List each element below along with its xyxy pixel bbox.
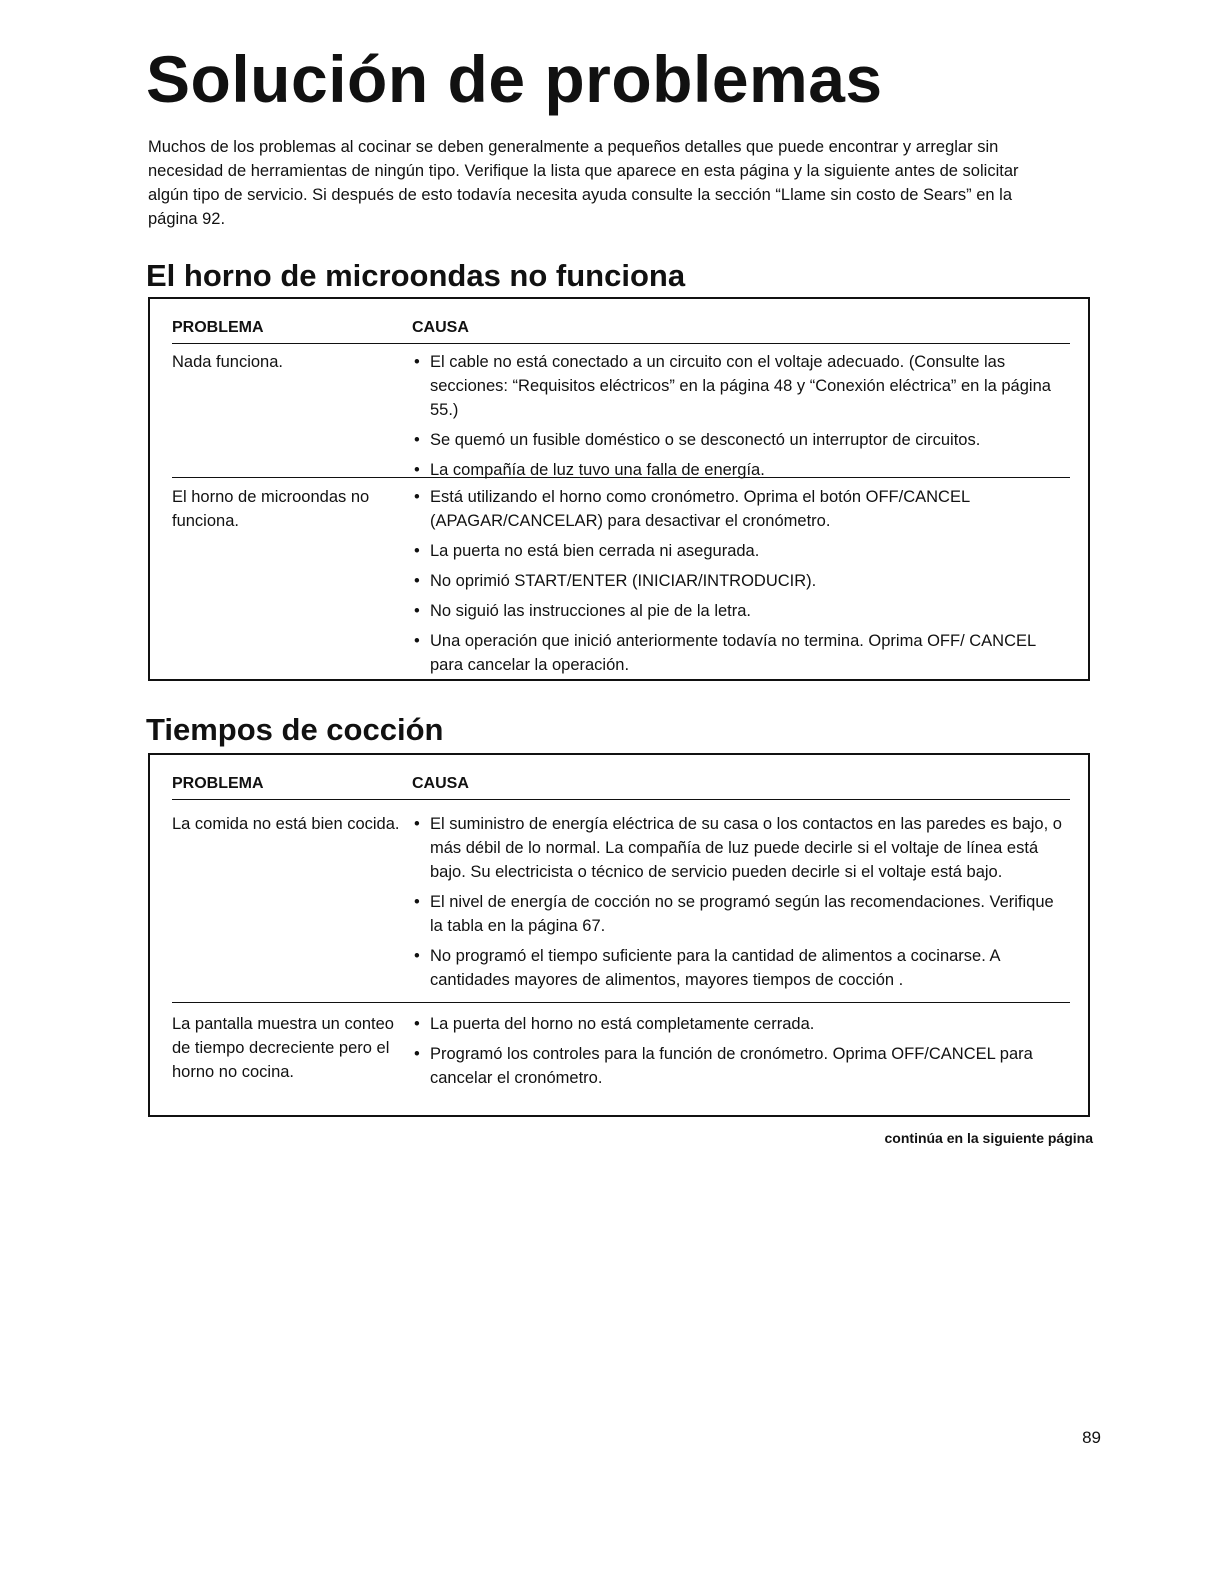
cause-item: • No siguió las instrucciones al pie de la letra. [412, 599, 1070, 623]
cause-item: • Se quemó un fusible doméstico o se desconectó un interruptor de circuitos. [412, 428, 1070, 452]
problem-column-header: PROBLEMA [172, 775, 264, 792]
troubleshooting-table-cooking-times [148, 753, 1090, 1117]
problem-text: Nada funciona. [172, 353, 283, 371]
table-row [172, 1012, 1070, 1112]
section-title-microwave-not-working: El horno de microondas no funciona [146, 258, 686, 293]
table-row [172, 812, 1070, 1003]
cause-list [412, 350, 1070, 488]
page-title: Solución de problemas [146, 42, 883, 116]
cause-item: • Está utilizando el horno como cronómetro. Oprima el botón OFF/CANCEL (APAGAR/CANCELAR) para desactivar el cronómetro. [412, 485, 1070, 533]
table-row [172, 350, 1070, 478]
cause-list [412, 1012, 1070, 1096]
intro-paragraph: Muchos de los problemas al cocinar se deben generalmente a pequeños detalles que puede encontrar y arreglar sin necesidad de herramientas de ningún tipo. Verifique la lista que aparece en esta página y la siguiente antes de solicitar algún tipo de servicio. Si después de esto todavía necesita ayuda consulte la sección “Llame sin costo de Sears” en la página 92. [148, 138, 1019, 228]
page-number: 89 [1082, 1428, 1101, 1447]
table-header [172, 319, 1070, 344]
table-header [172, 775, 1070, 800]
cause-item: • Programó los controles para la función de cronómetro. Oprima OFF/CANCEL para cancelar el cronómetro. [412, 1042, 1070, 1090]
cause-item: • La puerta no está bien cerrada ni asegurada. [412, 539, 1070, 563]
table-row [172, 485, 1070, 674]
cause-item: • No oprimió START/ENTER (INICIAR/INTRODUCIR). [412, 569, 1070, 593]
problem-column-header: PROBLEMA [172, 319, 264, 336]
section-title-cooking-times: Tiempos de cocción [146, 712, 444, 747]
problem-text: La pantalla muestra un conteo de tiempo decreciente pero el horno no cocina. [172, 1015, 394, 1081]
cause-item: • El cable no está conectado a un circuito con el voltaje adecuado. (Consulte las secciones: “Requisitos eléctricos” en la página 48 y “Conexión eléctrica” en la página 55.) [412, 350, 1070, 422]
cause-item: • El suministro de energía eléctrica de su casa o los contactos en las paredes es bajo, o más débil de lo normal. La compañía de luz puede decirle si el voltaje de línea está bajo. Su electricista o técnico de servicio pueden decirle si el voltaje está bajo. [412, 812, 1070, 884]
troubleshooting-table-microwave [148, 297, 1090, 681]
cause-list [412, 812, 1070, 998]
cause-column-header: CAUSA [412, 775, 469, 792]
cause-item: • No programó el tiempo suficiente para la cantidad de alimentos a cocinarse. A cantidades mayores de alimentos, mayores tiempos de cocción . [412, 944, 1070, 992]
cause-item: • La compañía de luz tuvo una falla de energía. [412, 458, 1070, 482]
cause-item: • Una operación que inició anteriormente todavía no termina. Oprima OFF/ CANCEL para cancelar la operación. [412, 629, 1070, 677]
continued-note: continúa en la siguiente página [884, 1130, 1093, 1146]
problem-text: La comida no está bien cocida. [172, 815, 400, 833]
cause-item: • El nivel de energía de cocción no se programó según las recomendaciones. Verifique la tabla en la página 67. [412, 890, 1070, 938]
problem-text: El horno de microondas no funciona. [172, 488, 370, 530]
cause-column-header: CAUSA [412, 319, 469, 336]
cause-list [412, 485, 1070, 683]
cause-item: • La puerta del horno no está completamente cerrada. [412, 1012, 1070, 1036]
